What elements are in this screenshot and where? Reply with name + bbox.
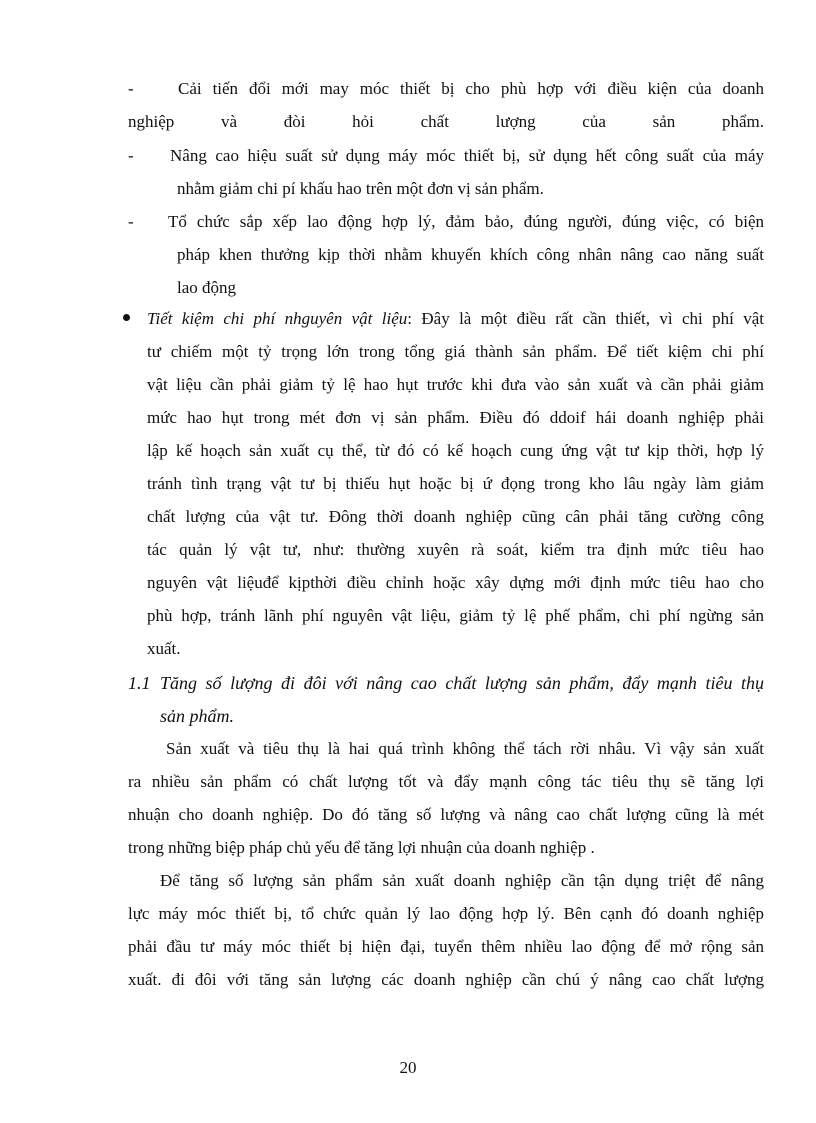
paragraph-line: Để tăng số lượng sản phẩm sản xuất doanh nghiệp cần tận dụng triệt để nâng [160, 871, 764, 890]
paragraph-line: xuất. [147, 639, 181, 658]
paragraph-line: nguyên vật liệuđể kịpthời điều chỉnh hoặc xây dựng mới định mức tiêu hao cho [147, 573, 764, 592]
list-item-line: pháp khen thưởng kịp thời nhằm khuyến khích công nhân nâng cao năng suất [177, 245, 764, 264]
section-number: 1.1 [128, 673, 151, 693]
list-item-line: nghiệp và đòi hỏi chất lượng của sản phẩm. [128, 112, 764, 131]
page-number: 20 [399, 1058, 417, 1077]
paragraph-line: Sản xuất và tiêu thụ là hai quá trình không thể tách rời nhâu. Vì vậy sản xuất [166, 739, 764, 758]
section-heading-cont: sản phẩm. [160, 706, 235, 726]
paragraph-line: phù hợp, tránh lãnh phí nguyên vật liệu, giảm tỷ lệ phế phẩm, chi phí ngừng sản [147, 606, 764, 625]
paragraph-line: mức hao hụt trong mét đơn vị sản phẩm. Điều đó ddoif hái doanh nghiệp phải [147, 408, 764, 427]
bullet-lead-rest: : Đây là một điều rất cần thiết, vì chi phí vật [407, 309, 764, 328]
list-item-line: lao động [177, 278, 237, 297]
paragraph-line: lực máy móc thiết bị, tổ chức quản lý lao động hợp lý. Bên cạnh đó doanh nghiệp [128, 904, 764, 923]
list-item-line: nhằm giảm chi pí khấu hao trên một đơn vị sản phẩm. [177, 179, 544, 198]
bullet-marker [123, 314, 130, 321]
paragraph-line: ra nhiều sản phẩm có chất lượng tốt và đẩy mạnh công tác tiêu thụ sẽ tăng lợi [128, 772, 764, 791]
paragraph-line: lập kế hoạch sản xuất cụ thể, từ đó có kế hoạch cung ứng vật tư kịp thời, hợp lý [147, 441, 764, 460]
paragraph-line: nhuận cho doanh nghiệp. Do đó tăng số lượng và nâng cao chất lượng cũng là mét [128, 805, 764, 824]
paragraph-line: tránh tình trạng vật tư bị thiếu hụt hoặc bị ứ đọng trong kho lâu ngày làm giảm [147, 474, 764, 493]
list-dash-marker: - [128, 79, 134, 98]
list-item-line: Cải tiến đổi mới may móc thiết bị cho phù hợp với điều kiện của doanh [178, 79, 764, 98]
list-dash-marker: - [128, 212, 134, 231]
paragraph-line: xuất. đi đôi với tăng sản lượng các doanh nghiệp cần chú ý nâng cao chất lượng [128, 970, 764, 989]
bullet-lead-italic: Tiết kiệm chi phí nhguyên vật liệu [147, 309, 408, 328]
list-item-line: Tổ chức sắp xếp lao động hợp lý, đảm bảo, đúng người, đúng việc, có biện [168, 212, 764, 231]
paragraph-line: tác quản lý vật tư, như: thường xuyên rà soát, kiểm tra định mức tiêu hao [147, 540, 764, 559]
paragraph-line: vật liệu cần phải giảm tỷ lệ hao hụt trước khi đưa vào sản xuất và cần phải giảm [147, 375, 764, 394]
list-item-line: Nâng cao hiệu suất sử dụng máy móc thiết bị, sử dụng hết công suất của máy [170, 146, 764, 165]
paragraph-line: chất lượng của vật tư. Đông thời doanh nghiệp cũng cân phải tăng cường công [147, 507, 764, 526]
bullet-paragraph-first-line [147, 308, 764, 330]
list-dash-marker: - [128, 146, 134, 165]
paragraph-line: phải đầu tư máy móc thiết bị hiện đại, tuyển thêm nhiều lao động để mở rộng sản [128, 937, 764, 956]
paragraph-line: tư chiếm một tỷ trọng lớn trong tổng giá thành sản phẩm. Để tiết kiệm chi phí [147, 342, 764, 361]
section-heading: Tăng số lượng đi đôi với nâng cao chất lượng sản phẩm, đẩy mạnh tiêu thụ [160, 673, 764, 693]
paragraph-line: trong những biệp pháp chủ yếu để tăng lợi nhuận của doanh nghiệp . [128, 838, 595, 857]
